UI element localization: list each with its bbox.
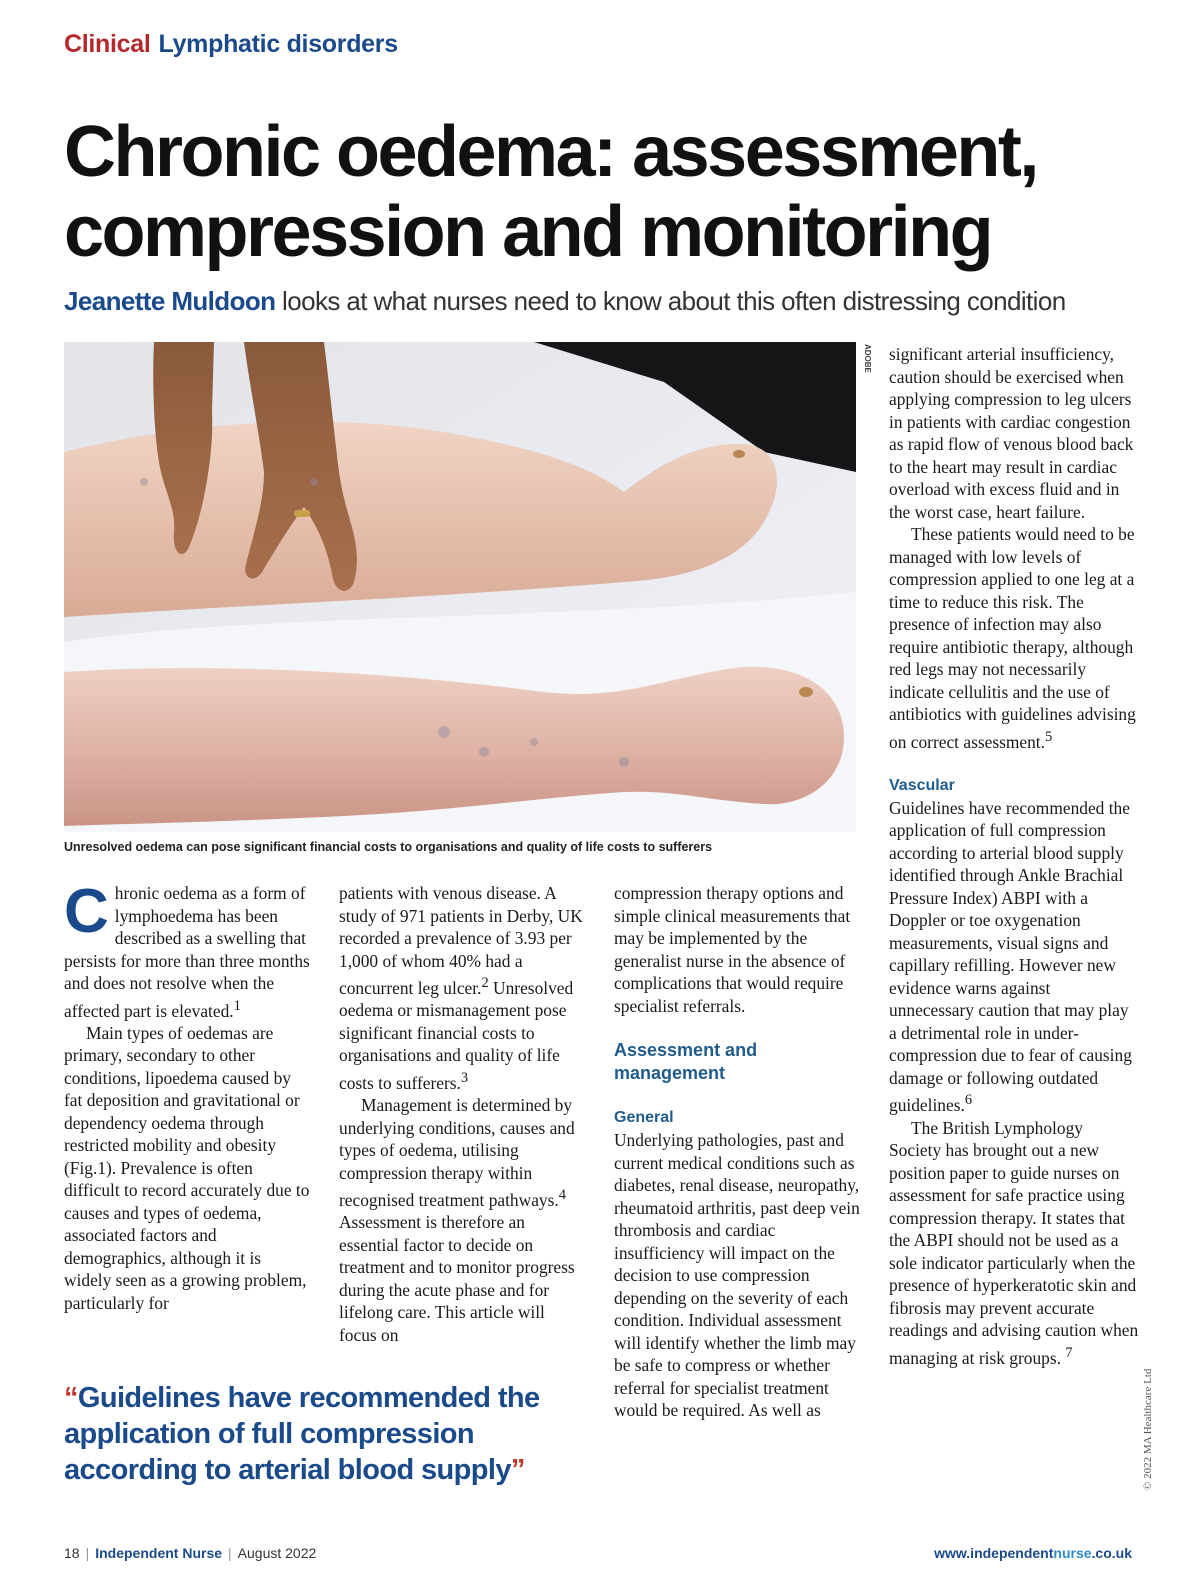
footer-separator: | (228, 1545, 232, 1561)
footer-left (64, 1545, 316, 1561)
issue-date: August 2022 (237, 1545, 317, 1561)
oedema-legs-photo (64, 342, 856, 832)
article-column-2 (339, 882, 585, 1346)
page-number: 18 (64, 1545, 80, 1561)
section-header (64, 30, 398, 59)
body-paragraph: Main types of oedemas are primary, secondary to other conditions, lipoedema caused by fat deposition and gravitational or dependency oedema through restricted mobility and obesity (Fig.1). Prevalence is often difficult to record accurately due to causes and types of oedema, associated factors and demographics, although it is widely seen as a growing problem, particularly for (64, 1022, 310, 1313)
reference-marker: 4 (558, 1187, 566, 1204)
standfirst-text: looks at what nurses need to know about this often distressing condition (282, 286, 1066, 316)
article-column-3 (614, 882, 864, 1422)
body-paragraph: These patients would need to be managed with low levels of compression applied to one leg at a time to reduce this risk. The presence of infection may also require antibiotic therapy, although red legs may not necessarily indicate cellulitis and the use of antibiotics with guidelines advising on correct assessment.$^5$ (889, 524, 1136, 752)
title-line-2: compression and monitoring (64, 192, 992, 272)
page-title (64, 112, 1144, 272)
photo-caption: Unresolved oedema can pose significant financial costs to organisations and quality of life costs to sufferers (64, 840, 713, 854)
magazine-name: Independent Nurse (95, 1545, 223, 1561)
body-paragraph: compression therapy options and simple clinical measurements that may be implemented by the generalist nurse in the absence of complications that would require specialist referrals. (614, 883, 851, 1016)
reference-marker: 1 (233, 997, 241, 1014)
photo-credit-text: ADOBE (863, 344, 872, 373)
body-paragraph: Management is determined by underlying conditions, causes and types of oedema, utilising compression therapy within recognised treatment pathways.$^4$ Assessment is therefore an essential factor to decide on treatment and to monitor progress during the acute phase and for lifelong care. This article will focus on (339, 1095, 575, 1345)
footer-separator: | (85, 1545, 90, 1561)
photo-credit (860, 344, 874, 384)
standfirst (64, 286, 1066, 317)
pull-quote (64, 1380, 604, 1488)
reference-marker: 6 (964, 1092, 973, 1109)
body-paragraph: Underlying pathologies, past and current medical conditions such as diabetes, renal disease, neuropathy, rheumatoid arthritis, past deep vein thrombosis and cardiac insufficiency will impact on the decision to use compression depending on the severity of each condition. Individual assessment will identify whether the limb may be safe to compress or whether referral for specialist treatment would be required. As well as (614, 1130, 860, 1420)
reference-marker: 3 (460, 1069, 469, 1086)
topic-label: Lymphatic disorders (158, 30, 398, 58)
copyright-text: © 2022 MA Healthcare Ltd (1142, 1368, 1154, 1490)
subheading: Vascular (889, 776, 955, 794)
intro-paragraph: Chronic oedema as a form of lymphoedema has been described as a swelling that persists for more than three months and does not resolve when the affected part is elevated.$^1$ (64, 877, 310, 1021)
title-line-1: Chronic oedema: assessment, (64, 112, 1037, 192)
subheading: General (614, 1109, 674, 1126)
body-paragraph: The British Lymphology Society has brought out a new position paper to guide nurses on assessment for safe practice using compression therapy. It states that the ABPI should not be used as a sole indicator particularly when the presence of hyperkeratotic skin and fibrosis may prevent accurate readings and advising caution when managing at risk groups. $^7$ (889, 1117, 1139, 1368)
author-name: Jeanette Muldoon (64, 286, 276, 316)
section-label: Clinical (64, 30, 151, 58)
body-paragraph: patients with venous disease. A study of 971 patients in Derby, UK recorded a prevalence of 3.93 per 1,000 of whom 40% had a concurrent leg ulcer.$^2$ Unresolved oedema or mismanagement pose significant financial costs to organisations and quality of life costs to sufferers.$^3$ (339, 883, 583, 1093)
body-paragraph: significant arterial insufficiency, caution should be exercised when applying compression to leg ulcers in patients with cardiac congestion as rapid flow of venous blood back to the heart may result in cardiac overload with excess fluid and in the worst case, heart failure. (889, 344, 1134, 522)
section-heading: Assessment and management (614, 1040, 758, 1083)
reference-marker: 5 (1044, 728, 1053, 745)
article-column-4 (889, 343, 1139, 1369)
body-paragraph: Guidelines have recommended the application of full compression according to arterial blood supply identified through Ankle Brachial Pressure Index) ABPI with a Doppler or toe oxygenation measurements, visual signs and capillary refilling. However new evidence warns against unnecessary caution that may play a detrimental role in under-compression due to fear of causing damage or following outdated guidelines.$^6$ (889, 797, 1132, 1116)
reference-marker: 2 (481, 975, 489, 991)
copyright-notice (1142, 1350, 1158, 1490)
drop-cap: C (64, 877, 109, 946)
pull-quote-text: Guidelines have recommended the application of full compression according to arterial blood supply (64, 1382, 540, 1486)
open-quote-mark: “ (64, 1382, 78, 1414)
reference-marker: 7 (1065, 1344, 1073, 1361)
close-quote-mark: ” (510, 1454, 525, 1486)
website-link[interactable]: www.independentnurse.co.uk (934, 1545, 1132, 1561)
article-column-1 (64, 877, 310, 1314)
